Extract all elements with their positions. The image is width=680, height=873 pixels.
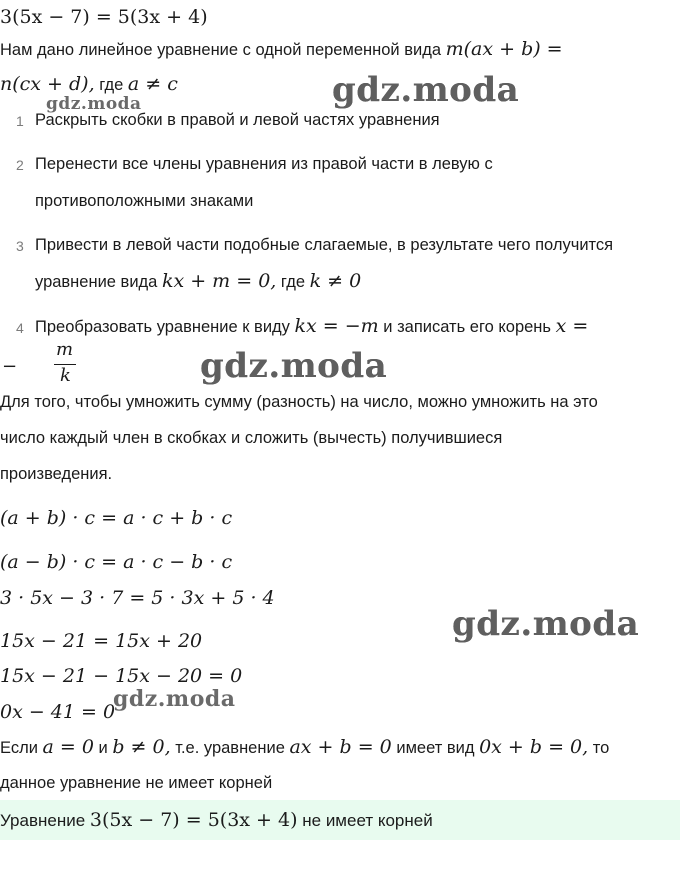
- intro-line-1: [0, 38, 563, 61]
- watermark: gdz.moda: [46, 94, 142, 114]
- conclusion-then: то: [592, 739, 610, 757]
- step-1-number: 1: [16, 113, 24, 129]
- step-4-line: [35, 315, 588, 338]
- intro-text: Нам дано линейное уравнение с одной переменной вида: [0, 41, 441, 59]
- step-4-root: x =: [555, 315, 589, 337]
- conclusion-equation: ax + b = 0: [289, 736, 392, 758]
- solution-step-2: 15x − 21 = 15x + 20: [0, 630, 203, 652]
- conclusion-a: a = 0: [42, 736, 94, 758]
- step-2-text-a: Перенести все члены уравнения из правой части в левую с: [35, 155, 493, 173]
- step-3-text-b: уравнение вида: [35, 273, 158, 291]
- intro-form-right: n(cx + d),: [0, 73, 95, 95]
- answer-equation: 3(5x − 7) = 5(3x + 4): [89, 809, 298, 831]
- solution-step-4: 0x − 41 = 0: [0, 701, 116, 723]
- conclusion-b: b ≠ 0,: [112, 736, 171, 758]
- conclusion-line-2: данное уравнение не имеет корней: [0, 774, 273, 792]
- watermark: gdz.moda: [332, 70, 520, 110]
- watermark: gdz.moda: [452, 604, 640, 644]
- conclusion-and: и: [98, 739, 108, 757]
- conclusion-ie: т.е. уравнение: [175, 739, 285, 757]
- intro-condition: a ≠ c: [127, 73, 178, 95]
- step-4-minus: −: [2, 356, 18, 377]
- solution-step-3: 15x − 21 − 15x − 20 = 0: [0, 665, 243, 687]
- watermark: gdz.moda: [200, 346, 388, 386]
- watermark: gdz.moda: [113, 686, 236, 712]
- solution-step-1: 3 · 5x − 3 · 7 = 5 · 3x + 5 · 4: [0, 587, 275, 609]
- rule-line-1: Для того, чтобы умножить сумму (разность) на число, можно умножить на это: [0, 393, 598, 411]
- step-3-condition: k ≠ 0: [309, 270, 362, 292]
- step-4-frac-denominator: k: [60, 365, 71, 386]
- step-3-equation: kx + m = 0,: [161, 270, 277, 292]
- rule-line-2: число каждый член в скобках и сложить (вычесть) получившиеся: [0, 429, 503, 447]
- conclusion-line-1: [0, 736, 609, 759]
- rule-line-3: произведения.: [0, 465, 113, 483]
- step-2-number: 2: [16, 157, 24, 173]
- step-3-where: где: [280, 273, 306, 291]
- step-3-number: 3: [16, 238, 24, 254]
- conclusion-form: 0x + b = 0,: [479, 736, 589, 758]
- formula-diff: (a − b) · c = a · c − b · c: [0, 551, 233, 573]
- answer-prefix: Уравнение: [0, 811, 86, 830]
- intro-line-2: [0, 73, 178, 96]
- step-4-number: 4: [16, 320, 24, 336]
- step-4-equation: kx = −m: [294, 315, 379, 337]
- conclusion-has-form: имеет вид: [396, 739, 475, 757]
- intro-text-where: где: [99, 76, 124, 94]
- step-3-text-a: Привести в левой части подобные слагаемые, в результате чего получится: [35, 236, 614, 254]
- intro-form-left: m(ax + b) =: [445, 38, 563, 60]
- formula-sum: (a + b) · c = a · c + b · c: [0, 507, 233, 529]
- step-4-frac-numerator: m: [56, 339, 74, 360]
- answer-suffix: не имеет корней: [302, 811, 433, 830]
- step-4-text: Преобразовать уравнение к виду: [35, 318, 290, 336]
- step-1-text: Раскрыть скобки в правой и левой частях уравнения: [35, 111, 440, 129]
- step-4-mid: и записать его корень: [383, 318, 552, 336]
- conclusion-if: Если: [0, 739, 38, 757]
- answer-line: [0, 809, 433, 832]
- step-2-text-b: противоположными знаками: [35, 192, 254, 210]
- step-3-line-2: [35, 270, 361, 293]
- title-equation: 3(5x − 7) = 5(3x + 4): [0, 6, 208, 28]
